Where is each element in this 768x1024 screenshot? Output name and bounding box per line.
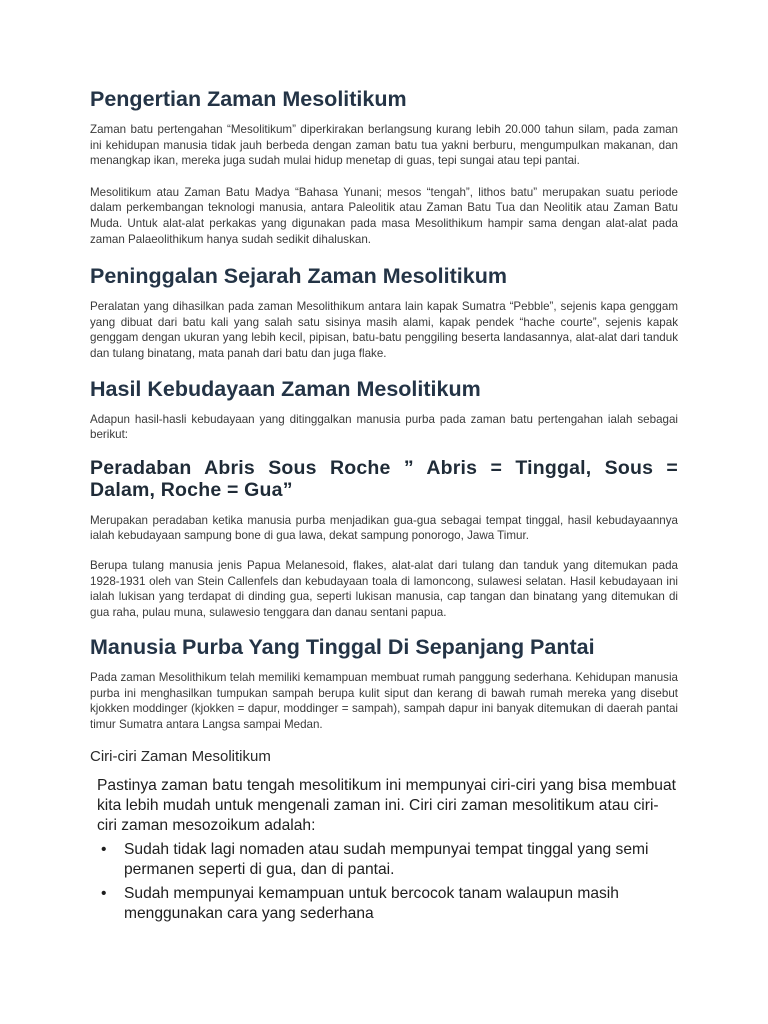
heading-hasil-kebudayaan: Hasil Kebudayaan Zaman Mesolitikum <box>90 376 481 401</box>
bullet-icon: • <box>101 884 107 902</box>
paragraph: Merupakan peradaban ketika manusia purba menjadikan gua-gua sebagai tempat tinggal, hasil kebudayaannya ialah kebudayaan sampung bone di gua lawa, dekat sampung ponorogo, Jawa Timur. <box>90 513 678 543</box>
document-page <box>90 86 678 924</box>
paragraph: Berupa tulang manusia jenis Papua Melanesoid, flakes, alat-alat dari tulang dan tanduk yang ditemukan pada 1928-1931 oleh van Stein Callenfels dan kebudayaan toala di lamoncong, sulawesi selatan. Hasil kebudayaan ini ialah lukisan yang terdapat di dinding gua, seperti lukisan manusia, cap tangan dan binatang yang ditemukan di gua raha, pulau muna, sulawesio tenggara dan danau sentani papua. <box>90 558 678 619</box>
list-item: • Sudah tidak lagi nomaden atau sudah mempunyai tempat tinggal yang semi permanen seperti di gua, dan di pantai. <box>101 840 649 878</box>
paragraph: Zaman batu pertengahan “Mesolitikum” diperkirakan berlangsung kurang lebih 20.000 tahun silam, pada zaman ini kehidupan manusia tidak jauh berbeda dengan zaman batu tua yakni berburu, mengumpulkan makanan, dan menangkap ikan, mereka juga sudah mulai hidup menetap di guas, tepi sungai atau tepi pantai. <box>90 123 678 168</box>
heading-peninggalan: Peninggalan Sejarah Zaman Mesolitikum <box>90 264 507 289</box>
bullet-icon: • <box>101 840 107 858</box>
ciri-ciri-title: Ciri-ciri Zaman Mesolitikum <box>90 747 271 765</box>
paragraph: Peralatan yang dihasilkan pada zaman Mesolithikum antara lain kapak Sumatra “Pebble”, sejenis kapa genggam yang dibuat dari batu kali yang salah satu sisinya masih alami, kapak pendek “hache courte”, sejenis kapak genggam dengan ukuran yang lebih kecil, pipisan, batu-batu penggiling beserta landasannya, alat-alat dari tanduk dan tulang binatang, mata panah dari batu dan juga flake. <box>90 300 678 360</box>
list-item: • Sudah mempunyai kemampuan untuk bercocok tanam walaupun masih menggunakan cara yang sederhana <box>101 884 619 922</box>
heading-pengertian: Pengertian Zaman Mesolitikum <box>90 87 407 111</box>
heading-abris-sous-roche: Peradaban Abris Sous Roche ” Abris = Tinggal, Sous = Dalam, Roche = Gua” <box>90 456 678 501</box>
paragraph: Mesolitikum atau Zaman Batu Madya “Bahasa Yunani; mesos “tengah”, lithos batu” merupakan suatu periode dalam perkembangan teknologi manusia, antara Paleolitik atau Zaman Batu Tua dan Neolitik atau Zaman Batu Muda. Untuk alat-alat perkakas yang digunakan pada masa Mesolithikum hampir sama dengan alat-alat pada zaman Palaeolithikum hanya sudah sedikit dihaluskan. <box>90 185 678 246</box>
heading-manusia-purba-pantai: Manusia Purba Yang Tinggal Di Sepanjang Pantai <box>90 635 595 660</box>
paragraph: Pastinya zaman batu tengah mesolitikum ini mempunyai ciri-ciri yang bisa membuat kita lebih mudah untuk mengenali zaman ini. Ciri ciri zaman mesolitikum atau ciri-ciri zaman mesozoikum adalah: <box>97 776 676 834</box>
paragraph: Pada zaman Mesolithikum telah memiliki kemampuan membuat rumah panggung sederhana. Kehidupan manusia purba ini menghasilkan tumpukan sampah berupa kulit siput dan kerang di bawah rumah mereka yang disebut kjokken moddinger (kjokken = dapur, moddinger = sampah), sampah dapur ini banyak ditemukan di daerah pantai timur Sumatra antara Langsa sampai Medan. <box>90 671 678 732</box>
paragraph: Adapun hasil-hasli kebudayaan yang ditinggalkan manusia purba pada zaman batu pertengahan ialah sebagai berikut: <box>90 412 678 442</box>
ciri-ciri-list <box>97 840 678 924</box>
